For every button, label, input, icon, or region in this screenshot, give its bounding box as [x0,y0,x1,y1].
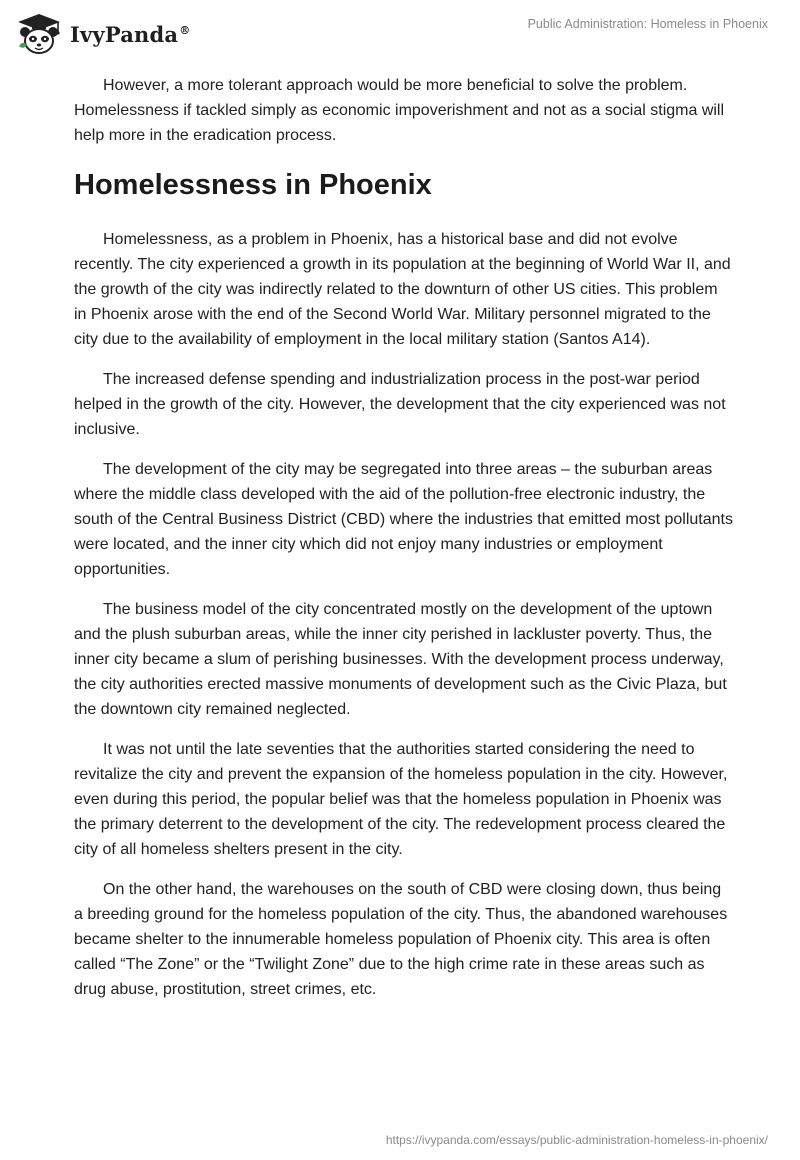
body-paragraph: The business model of the city concentrated mostly on the development of the uptown and the plush suburban areas, while the inner city perished in lackluster poverty. Thus, the inner city became a slum of perishing businesses. With the development process underway, the city authorities erected massive monuments of development such as the Civic Plaza, but the downtown city remained neglected. [74,601,727,718]
brand-logo[interactable] [14,10,190,58]
body-paragraph: It was not until the late seventies that the authorities started considering the need to revitalize the city and prevent the expansion of the homeless population in the city. However, even during this period, the popular belief was that the homeless population in Phoenix was the primary deterrent to the development of the city. The redevelopment process cleared the city of all homeless shelters present in the city. [74,741,728,858]
registered-mark: ® [179,23,191,37]
page-header [0,0,800,70]
body-paragraph: Homelessness, as a problem in Phoenix, has a historical base and did not evolve recently. The city experienced a growth in its population at the beginning of World War II, and the growth of the city was indirectly related to the downturn of other US cities. This problem in Phoenix arose with the end of the Second World War. Military personnel migrated to the city due to the availability of employment in the local military station (Santos A14). [74,231,731,348]
brand-name: IvyPanda® [70,21,191,47]
body-paragraph: On the other hand, the warehouses on the south of CBD were closing down, thus being a breeding ground for the homeless population of the city. Thus, the abandoned warehouses became shelter to the innumerable homeless population of Phoenix city. This area is often called “The Zone” or the “Twilight Zone” due to the high crime rate in these areas such as drug abuse, prostitution, street crimes, etc. [74,881,728,998]
section-heading: Homelessness in Phoenix [74,169,432,201]
intro-paragraph: However, a more tolerant approach would be more beneficial to solve the problem. Homelessness if tackled simply as economic impoverishment and not as a social stigma will help more in the eradication process. [74,77,725,144]
body-paragraph: The development of the city may be segregated into three areas – the suburban areas where the middle class developed with the aid of the pollution-free electronic industry, the south of the Central Business District (CBD) where the industries that emitted most pollutants were located, and the inner city which did not enjoy many industries or employment opportunities. [74,461,733,578]
body-paragraph: The increased defense spending and industrialization process in the post-war period helped in the growth of the city. However, the development that the city experienced was not inclusive. [74,371,726,438]
document-title: Public Administration: Homeless in Phoenix [527,17,768,31]
article-body [74,73,734,1017]
panda-logo-icon [14,12,64,56]
source-url[interactable]: https://ivypanda.com/essays/public-administration-homeless-in-phoenix/ [385,1133,768,1147]
